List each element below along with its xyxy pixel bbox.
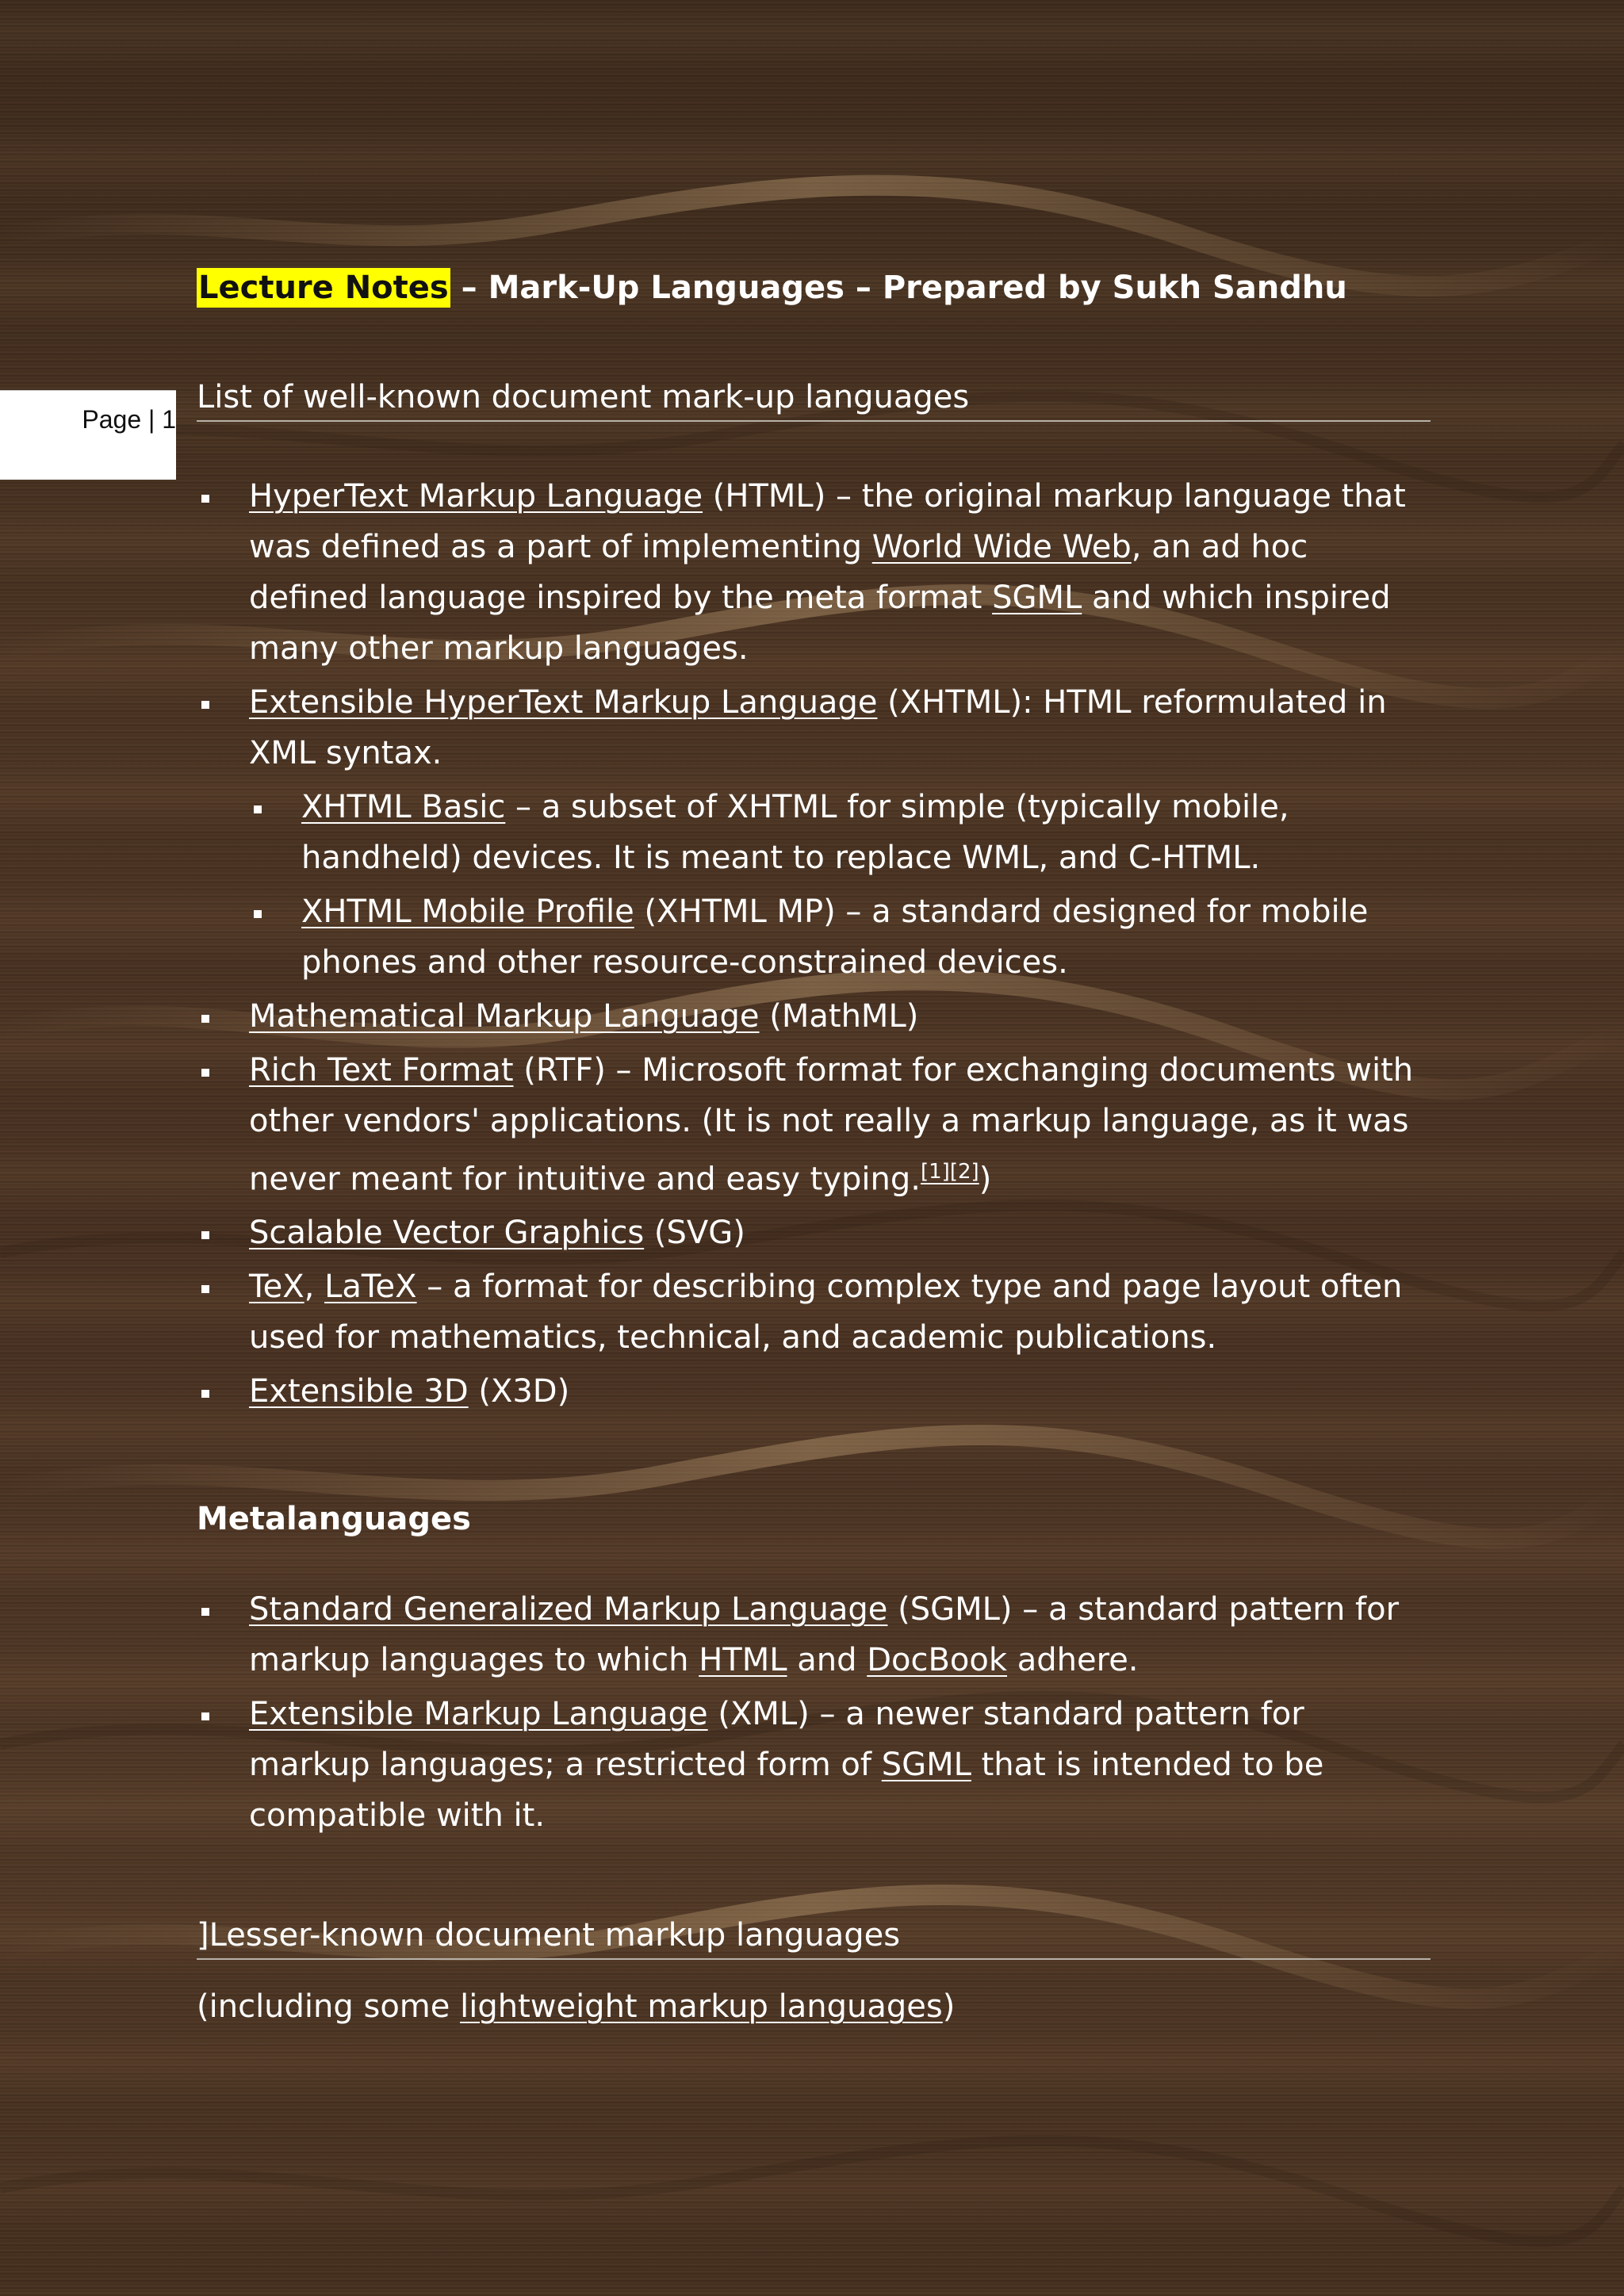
link-html[interactable]: HyperText Markup Language <box>249 478 703 515</box>
section-heading-well-known: List of well-known document mark-up languages <box>197 379 1431 422</box>
title-highlight: Lecture Notes <box>198 270 449 306</box>
page-number-tab <box>0 390 176 480</box>
link-xhtml-mobile-profile[interactable]: XHTML Mobile Profile <box>301 894 634 930</box>
link-world-wide-web[interactable]: World Wide Web <box>871 529 1132 565</box>
link-sgml[interactable]: SGML <box>992 580 1082 616</box>
link-xml[interactable]: Extensible Markup Language <box>249 1696 708 1732</box>
list-item: Extensible HyperText Markup Language (XHTML): HTML reformulated in XML syntax. <box>197 677 1434 779</box>
link-lightweight-markup[interactable]: lightweight markup languages <box>460 1988 943 2025</box>
page-number: Page | 1 <box>82 405 176 434</box>
list-item: Rich Text Format (RTF) – Microsoft format for exchanging documents with other vendors' applications. (It is not really a markup language, as it was never meant for intuitive and easy typing.[1][2]) <box>197 1045 1434 1204</box>
link-rtf[interactable]: Rich Text Format <box>249 1052 514 1089</box>
list-item: Standard Generalized Markup Language (SGML) – a standard pattern for markup languages to which HTML and DocBook adhere. <box>197 1584 1434 1686</box>
link-xhtml[interactable]: Extensible HyperText Markup Language <box>249 684 878 721</box>
link-docbook[interactable]: DocBook <box>867 1642 1008 1678</box>
list-item: Scalable Vector Graphics (SVG) <box>197 1207 1434 1258</box>
footnote-ref-1[interactable]: [1] <box>921 1160 950 1184</box>
link-svg[interactable]: Scalable Vector Graphics <box>249 1215 645 1252</box>
well-known-languages-list <box>197 471 1434 1420</box>
link-x3d[interactable]: Extensible 3D <box>249 1373 469 1410</box>
section-heading-lesser-known: ]Lesser-known document markup languages <box>197 1917 1431 1960</box>
list-item: Mathematical Markup Language (MathML) <box>197 991 1434 1042</box>
link-sgml-short[interactable]: SGML <box>881 1747 971 1783</box>
link-mathml[interactable]: Mathematical Markup Language <box>249 998 760 1035</box>
list-item: XHTML Mobile Profile (XHTML MP) – a standard designed for mobile phones and other resource-constrained devices. <box>197 886 1434 988</box>
list-item: TeX, LaTeX – a format for describing complex type and page layout often used for mathematics, technical, and academic publications. <box>197 1261 1434 1363</box>
link-sgml-full[interactable]: Standard Generalized Markup Language <box>249 1591 888 1628</box>
footnote-ref-2[interactable]: [2] <box>949 1160 979 1184</box>
link-html-short[interactable]: HTML <box>699 1642 787 1678</box>
section-heading-metalanguages: Metalanguages <box>197 1501 471 1537</box>
link-xhtml-basic[interactable]: XHTML Basic <box>301 789 506 825</box>
title-rest: – Mark-Up Languages – Prepared by Sukh Sandhu <box>450 270 1347 306</box>
list-item: XHTML Basic – a subset of XHTML for simple (typically mobile, handheld) devices. It is meant to replace WML, and C-HTML. <box>197 782 1434 883</box>
list-item: HyperText Markup Language (HTML) – the original markup language that was defined as a part of implementing World Wide Web, an ad hoc defined language inspired by the meta format SGML and which inspired many other markup languages. <box>197 471 1434 674</box>
list-item: Extensible Markup Language (XML) – a newer standard pattern for markup languages; a restricted form of SGML that is intended to be compatible with it. <box>197 1689 1434 1841</box>
link-latex[interactable]: LaTeX <box>324 1269 417 1306</box>
link-tex[interactable]: TeX <box>249 1269 304 1306</box>
document-title <box>197 270 1347 306</box>
lesser-known-intro: (including some lightweight markup languages) <box>197 1988 956 2025</box>
metalanguages-list <box>197 1584 1434 1844</box>
list-item: Extensible 3D (X3D) <box>197 1366 1434 1417</box>
